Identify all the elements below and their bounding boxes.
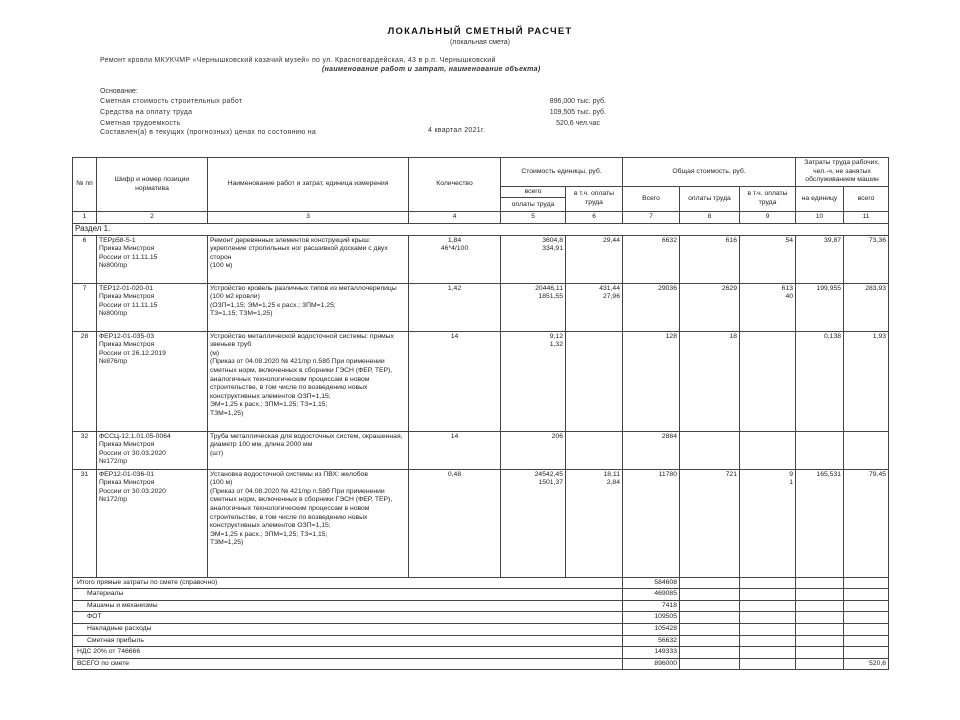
summary-value: 896000 (623, 658, 680, 670)
row-qty: 1,84 46*4/100 (409, 235, 501, 283)
row-labor-all: 283,93 (844, 283, 889, 331)
row-unit-incl: 431,44 27,96 (566, 283, 623, 331)
summary-empty-cell (796, 658, 844, 670)
row-unit-all: 24542,45 1501,37 (501, 469, 566, 577)
row-number: 32 (73, 431, 97, 469)
summary-labor (844, 647, 889, 659)
row-labor-all: 1,93 (844, 331, 889, 431)
col-index: 4 (409, 212, 501, 224)
row-total-wage: 18 (680, 331, 740, 431)
summary-label: Машины и механизмы (73, 600, 623, 612)
col-header-total-wage: оплаты труда (680, 186, 740, 212)
row-unit-all: 20446,11 1851,55 (501, 283, 566, 331)
row-name: Устройство кровель различных типов из металлочерепицы (100 м2 кровли) (ОЗП=1,15; ЭМ=1,25 к расх.; ЗПМ=1,25; ТЗ=1,15; ТЗМ=1,25) (208, 283, 409, 331)
row-total-incl (740, 431, 796, 469)
info-value-wage: 109,505 тыс. руб. (549, 109, 606, 116)
col-index: 3 (208, 212, 409, 224)
summary-value: 7418 (623, 600, 680, 612)
col-index: 11 (844, 212, 889, 224)
col-header-total: Всего (623, 186, 680, 212)
summary-empty-cell (680, 658, 740, 670)
summary-empty-cell (796, 612, 844, 624)
row-total-incl: 9 1 (740, 469, 796, 577)
object-description: Ремонт кровли МКУКЧМР «Чернышковский казачий музей» по ул. Красногвардейская, 43 в р.п. Чернышковский (100, 57, 496, 64)
col-index: 2 (97, 212, 208, 224)
col-header-per-unit: на единицу (796, 186, 844, 212)
col-header-code: Шифр и номер позиции норматива (97, 158, 208, 212)
row-code: ТЕРр58-5-1 Приказ Минстроя России от 11.11.15 №800/пр (97, 235, 208, 283)
col-index: 1 (73, 212, 97, 224)
summary-label: ФОТ (73, 612, 623, 624)
row-number: 31 (73, 469, 97, 577)
basis-label: Основание: (100, 88, 138, 95)
section-title: Раздел 1. (73, 223, 889, 235)
row-total-wage: 721 (680, 469, 740, 577)
row-total: 2884 (623, 431, 680, 469)
row-qty: 14 (409, 331, 501, 431)
row-total-wage: 2629 (680, 283, 740, 331)
summary-label: Материалы (73, 589, 623, 601)
summary-empty-cell (680, 589, 740, 601)
document-subtitle: (локальная смета) (449, 39, 511, 46)
row-unit-incl: 18,11 2,84 (566, 469, 623, 577)
summary-empty-cell (796, 577, 844, 589)
summary-labor (844, 577, 889, 589)
info-label-prices: Составлен(а) в текущих (прогнозных) ценах по состоянию на (100, 129, 317, 136)
table-row (73, 331, 889, 431)
summary-label: Накладные расходы (73, 623, 623, 635)
col-index: 8 (680, 212, 740, 224)
row-total: 11780 (623, 469, 680, 577)
row-total-incl (740, 331, 796, 431)
col-index: 7 (623, 212, 680, 224)
row-labor-all (844, 431, 889, 469)
summary-row (73, 600, 889, 612)
col-header-labor: Затраты труда рабочих, чел.-ч, не занятых обслуживанием машин (796, 158, 889, 187)
summary-empty-cell (680, 612, 740, 624)
table-row (73, 431, 889, 469)
col-header-unit-all: всего (501, 186, 566, 198)
info-label-labor: Сметная трудоемкость (100, 120, 181, 127)
summary-empty-cell (740, 635, 796, 647)
column-index-row (73, 212, 889, 224)
col-header-num: № пп (73, 158, 97, 212)
summary-value: 149333 (623, 647, 680, 659)
col-header-unit-cost: Стоимость единицы, руб. (501, 158, 623, 187)
row-total-incl: 613 40 (740, 283, 796, 331)
summary-empty-cell (680, 647, 740, 659)
row-labor-unit: 165,531 (796, 469, 844, 577)
summary-empty-cell (740, 589, 796, 601)
row-total: 6632 (623, 235, 680, 283)
row-code: ТЕР12-01-020-01 Приказ Минстроя России от 11.11.15 №800/пр (97, 283, 208, 331)
table-row (73, 283, 889, 331)
summary-empty-cell (796, 600, 844, 612)
info-label-cost: Сметная стоимость строительных работ (100, 98, 243, 105)
row-unit-all: 3604,8 334,91 (501, 235, 566, 283)
summary-value: 584608 (623, 577, 680, 589)
row-qty: 1,42 (409, 283, 501, 331)
row-total-incl: 54 (740, 235, 796, 283)
summary-labor (844, 612, 889, 624)
row-unit-incl: 29,44 (566, 235, 623, 283)
col-header-total-incl: в т.ч. оплаты труда (740, 186, 796, 212)
row-code: ФЕР12-01-035-03 Приказ Минстроя России от 26.12.2019 №876/пр (97, 331, 208, 431)
row-labor-all: 79,45 (844, 469, 889, 577)
summary-label: ВСЕГО по смете (73, 658, 623, 670)
summary-labor: 520,6 (844, 658, 889, 670)
summary-empty-cell (796, 647, 844, 659)
row-name: Труба металлическая для водосточных систем, окрашенная, диаметр 100 мм, длина 2000 мм (шт) (208, 431, 409, 469)
row-labor-unit: 0,138 (796, 331, 844, 431)
info-value-labor: 520,6 чел.час (556, 120, 600, 127)
summary-row (73, 623, 889, 635)
row-labor-unit: 199,955 (796, 283, 844, 331)
row-unit-all: 206 (501, 431, 566, 469)
summary-empty-cell (740, 623, 796, 635)
summary-empty-cell (740, 600, 796, 612)
object-note: (наименование работ и затрат, наименование объекта) (322, 66, 541, 73)
info-value-cost: 896,000 тыс. руб. (549, 98, 606, 105)
row-labor-unit: 39,87 (796, 235, 844, 283)
row-code: ФССЦ-12.1.01.05-0064 Приказ Минстроя России от 30.03.2020 №172/пр (97, 431, 208, 469)
summary-empty-cell (796, 635, 844, 647)
summary-empty-cell (680, 577, 740, 589)
summary-labor (844, 635, 889, 647)
summary-labor (844, 589, 889, 601)
summary-empty-cell (680, 635, 740, 647)
row-unit-all: 9,12 1,32 (501, 331, 566, 431)
col-index: 5 (501, 212, 566, 224)
summary-empty-cell (796, 589, 844, 601)
summary-row (73, 635, 889, 647)
info-label-wage: Средства на оплату труда (100, 109, 193, 116)
section-row (73, 223, 889, 235)
summary-empty-cell (796, 623, 844, 635)
row-number: 28 (73, 331, 97, 431)
summary-empty-cell (740, 658, 796, 670)
document-title: ЛОКАЛЬНЫЙ СМЕТНЫЙ РАСЧЕТ (387, 26, 573, 37)
row-unit-incl (566, 431, 623, 469)
summary-value: 56632 (623, 635, 680, 647)
summary-value: 109505 (623, 612, 680, 624)
summary-labor (844, 623, 889, 635)
row-name: Устройство металлической водосточной системы: прямых звеньев труб (м) (Приказ от 04.08.2020 № 421/пр п.58б При применении сметных норм, включенных в сборники ГЭСН (ФЕР, ТЕР), аналогичных технологическим процессам в новом строительстве, в том числе по возведению новых конструктивных элементов ОЗП=1,15; ЭМ=1,25 к расх.; ЗПМ=1,25; ТЗ=1,15; ТЗМ=1,25) (208, 331, 409, 431)
row-number: 6 (73, 235, 97, 283)
summary-row (73, 589, 889, 601)
summary-empty-cell (740, 577, 796, 589)
summary-empty-cell (680, 623, 740, 635)
summary-empty-cell (740, 612, 796, 624)
col-header-labor-all: всего (844, 186, 889, 212)
summary-row (73, 612, 889, 624)
summary-empty-cell (680, 600, 740, 612)
summary-value: 469085 (623, 589, 680, 601)
table-row (73, 469, 889, 577)
col-header-qty: Количество (409, 158, 501, 212)
row-qty: 0,48 (409, 469, 501, 577)
row-name: Ремонт деревянных элементов конструкций крыш: укрепление стропильных ног расшивкой досками с двух сторон (100 м) (208, 235, 409, 283)
row-total: 29036 (623, 283, 680, 331)
col-index: 10 (796, 212, 844, 224)
info-value-prices: 4 квартал 2021г. (428, 127, 486, 134)
summary-row (73, 647, 889, 659)
summary-label: Итого прямые затраты по смете (справочно) (73, 577, 623, 589)
row-labor-all: 73,36 (844, 235, 889, 283)
col-header-total-cost: Общая стоимость, руб. (623, 158, 796, 187)
summary-value: 105428 (623, 623, 680, 635)
row-number: 7 (73, 283, 97, 331)
row-total-wage: 616 (680, 235, 740, 283)
table-row (73, 235, 889, 283)
col-index: 6 (566, 212, 623, 224)
row-unit-incl (566, 331, 623, 431)
col-header-unit-incl: в т.ч. оплаты труда (566, 186, 623, 212)
summary-row (73, 577, 889, 589)
summary-label: Сметная прибыль (73, 635, 623, 647)
summary-label: НДС 20% от 746666 (73, 647, 623, 659)
col-header-name: Наименование работ и затрат, единица измерения (208, 158, 409, 212)
row-labor-unit (796, 431, 844, 469)
estimate-table (72, 157, 889, 670)
row-total: 128 (623, 331, 680, 431)
row-name: Установка водосточной системы из ПВХ: желобов (100 м) (Приказ от 04.08.2020 № 421/пр п.58б При применении сметных норм, включенных в сборники ГЭСН (ФЕР, ТЕР), аналогичных технологическим процессам в новом строительстве, в том числе по возведению новых конструктивных элементов ОЗП=1,15; ЭМ=1,25 к расх.; ЗПМ=1,25; ТЗ=1,15; ТЗМ=1,25) (208, 469, 409, 577)
summary-row (73, 658, 889, 670)
row-qty: 14 (409, 431, 501, 469)
row-total-wage (680, 431, 740, 469)
col-index: 9 (740, 212, 796, 224)
summary-empty-cell (740, 647, 796, 659)
row-code: ФЕР12-01-036-01 Приказ Минстроя России от 30.03.2020 №172/пр (97, 469, 208, 577)
col-header-unit-wage: оплаты труда (501, 198, 566, 212)
summary-labor (844, 600, 889, 612)
